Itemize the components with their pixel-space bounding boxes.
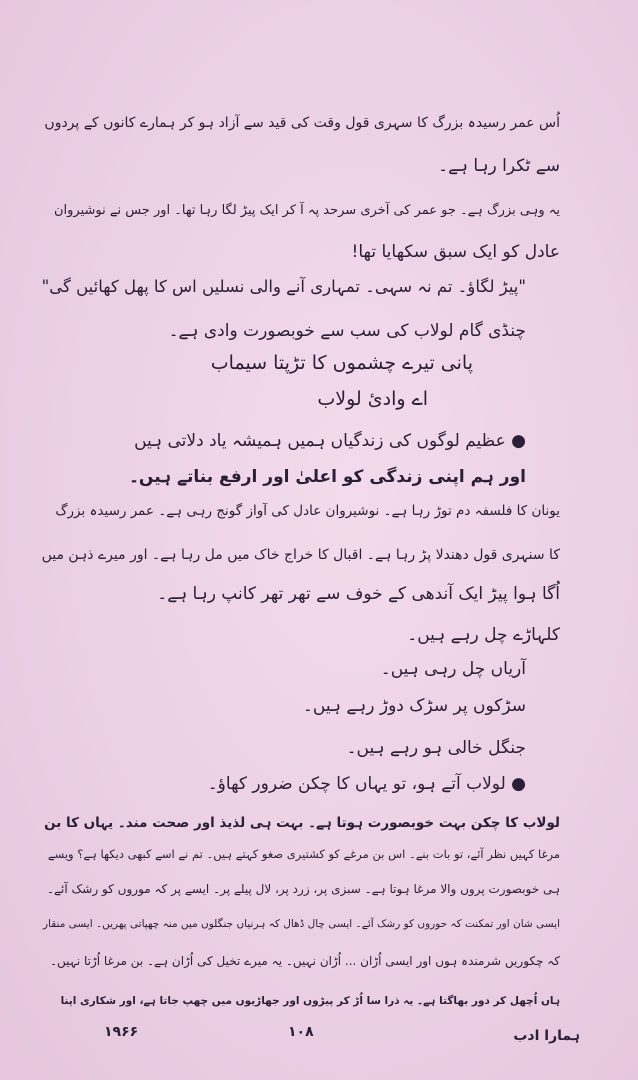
text-line: اور ہم اپنی زندگی کو اعلیٰ اور ارفع بناتے ہیں۔: [128, 467, 526, 487]
text-line: چنڈی گام لولاب کی سب سے خوبصورت وادی ہے۔: [168, 321, 526, 341]
text-line: اُس عمر رسیدہ بزرگ کا سہری قول وقت کی قید سے آزاد ہو کر ہمارے کانوں کے پردوں: [44, 115, 560, 131]
text-line: کہ چکوریں شرمندہ ہوں اور ایسی اُڑان ... اُڑان نہیں۔ یہ میرے تخیل کی اُڑان ہے۔ بن مرغا اُڑتا نہیں۔: [50, 954, 560, 968]
footer-year: ۱۹۶۶: [104, 1024, 139, 1040]
text-line: کا سنہری قول دھندلا پڑ رہا ہے۔ اقبال کا خراج خاک میں مل رہا ہے۔ اور میرے ذہن میں: [41, 547, 560, 563]
footer-magazine-title: ہمارا ادب: [513, 1028, 580, 1044]
verse-line: اے وادیٔ لولاب: [317, 388, 428, 410]
text-line: ● لولاب آتے ہو، تو یہاں کا چکن ضرور کھاؤ۔: [207, 774, 526, 794]
text-line: ہی خوبصورت پروں والا مرغا ہوتا ہے۔ سبزی پر، زرد پر، لال پیلے پر۔ ایسے پر کہ موروں کو رشک آئے۔: [46, 882, 560, 896]
text-line: سڑکوں پر سڑک دوڑ رہے ہیں۔: [302, 696, 526, 716]
bleed-through-text: [593, 300, 598, 318]
text-line: "پیڑ لگاؤ۔ تم نہ سہی۔ تمہاری آنے والی نسلیں اس کا پھل کھائیں گی": [41, 277, 526, 296]
text-line: یہ وہی بزرگ ہے۔ جو عمر کی آخری سرحد پہ آ کر ایک پیڑ لگا رہا تھا۔ اور جس نے نوشیروان: [53, 203, 560, 218]
text-line: سے ٹکرا رہا ہے۔: [438, 156, 560, 176]
text-line: عادل کو ایک سبق سکھایا تھا!: [351, 242, 560, 262]
verse-line: پانی تیرے چشموں کا تڑپتا سیماب: [210, 352, 473, 374]
text-line: یونان کا فلسفہ دم توڑ رہا ہے۔ نوشیروان عادل کی آواز گونج رہی ہے۔ عمر رسیدہ بزرگ: [55, 503, 560, 519]
text-line: لولاب کا چکن بہت خوبصورت ہوتا ہے۔ بہت ہی لذیذ اور صحت مند۔ یہاں کا بن: [44, 815, 560, 831]
text-line: ہاں اُچھل کر دور بھاگتا ہے۔ یہ ذرا سا اُڑ کر پیڑوں اور جھاڑیوں میں چھپ جاتا ہے، اور شکاری اپنا: [60, 995, 560, 1007]
text-line: ● عظیم لوگوں کی زندگیاں ہمیں ہمیشہ یاد دلاتی ہیں: [134, 431, 526, 451]
text-line: آریاں چل رہی ہیں۔: [380, 659, 526, 679]
text-line: کلہاڑے چل رہے ہیں۔: [407, 625, 560, 645]
text-line: ایسی شان اور تمکنت کہ حوروں کو رشک آئے۔ ایسی چال ڈھال کہ ہرنیاں جنگلوں میں منہ چھپاتی پھریں۔ ایسی منقار: [42, 918, 560, 930]
text-line: اُگا ہوا پیڑ ایک آندھی کے خوف سے تھر تھر کانپ رہا ہے۔: [157, 584, 560, 604]
footer-page-number: ۱۰۸: [288, 1024, 314, 1040]
text-line: مرغا کہیں نظر آئے، تو بات بنے۔ اس بن مرغے کو کشتیری صغو کہتے ہیں۔ تم نے اسے کبھی دیکھا ہے؟ ویسے: [47, 847, 560, 861]
text-line: جنگل خالی ہو رہے ہیں۔: [346, 738, 526, 758]
